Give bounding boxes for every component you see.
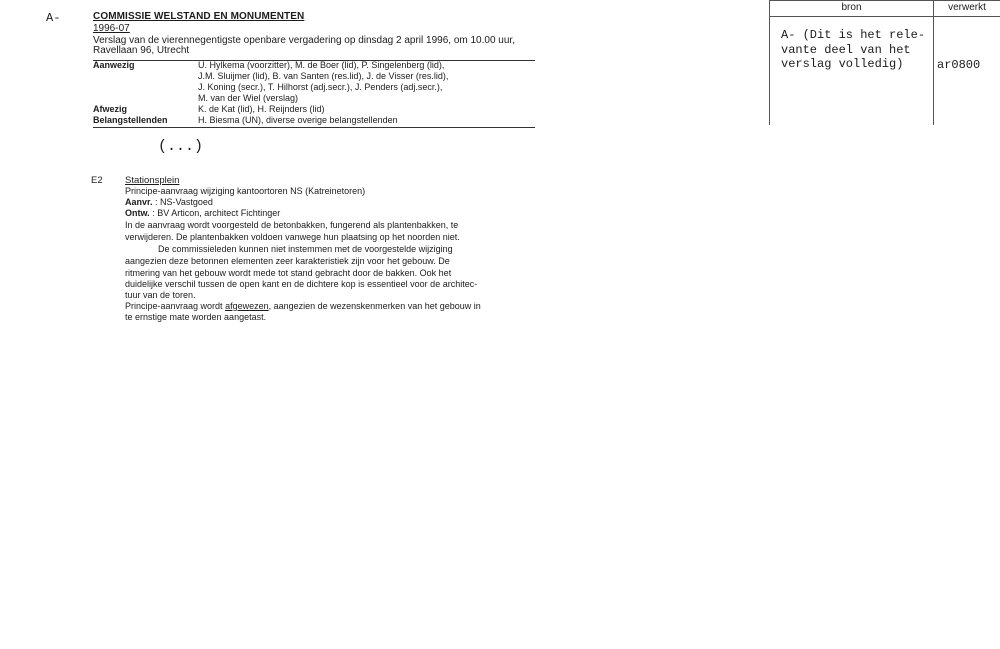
register-column-divider bbox=[933, 0, 934, 125]
meeting-address: Ravellaan 96, Utrecht bbox=[93, 45, 190, 56]
register-header-bron: bron bbox=[841, 2, 862, 13]
doc-code: A- bbox=[46, 11, 61, 25]
doc-number: 1996-07 bbox=[93, 23, 130, 34]
item-subject: Principe-aanvraag wijziging kantoortoren NS (Katreinetoren) bbox=[125, 186, 366, 196]
applicant-label: Aanvr. bbox=[125, 197, 153, 207]
conclusion-prefix: Principe-aanvraag wordt bbox=[125, 301, 226, 311]
item-designer bbox=[125, 208, 280, 218]
applicant-value: : NS-Vastgoed bbox=[155, 197, 213, 207]
register-left-border bbox=[769, 0, 770, 125]
body-line: tuur van de toren. bbox=[125, 290, 196, 300]
meeting-description: Verslag van de vierennegentigste openbare vergadering op dinsdag 2 april 1996, om 10.00 uur, bbox=[93, 35, 515, 46]
conclusion-line: te ernstige mate worden aangetast. bbox=[125, 312, 267, 322]
bron-note-line: vante deel van het bbox=[781, 42, 911, 57]
body-line: In de aanvraag wordt voorgesteld de betonbakken, fungerend als plantenbakken, te bbox=[125, 220, 459, 230]
item-applicant bbox=[125, 197, 213, 207]
body-line: ritmering van het gebouw wordt mede tot stand gebracht door de bakken. Ook het bbox=[125, 268, 452, 278]
register-bron-note bbox=[781, 28, 925, 72]
present-line: J.M. Sluijmer (lid), B. van Santen (res.lid), J. de Visser (res.lid), bbox=[198, 71, 449, 81]
body-line: verwijderen. De plantenbakken voldoen vanwege hun plaatsing op het noorden niet. bbox=[125, 232, 460, 242]
conclusion-line bbox=[125, 301, 481, 311]
bron-note-line: A- (Dit is het rele- bbox=[781, 28, 926, 42]
conclusion-verdict: afgewezen bbox=[225, 301, 269, 311]
register-verwerkt-value: ar0800 bbox=[937, 58, 981, 72]
body-line: aangezien deze betonnen elementen zeer karakteristiek zijn voor het gebouw. De bbox=[125, 256, 450, 266]
stakeholders-label: Belangstellenden bbox=[93, 115, 168, 125]
body-line: duidelijke verschil tussen de open kant en de dichtere kop is essentieel voor de architec- bbox=[125, 279, 478, 289]
register-top-border bbox=[769, 0, 1000, 1]
bron-note-line: verslag volledig) bbox=[781, 57, 904, 71]
register-header-divider bbox=[769, 16, 1000, 17]
org-title: COMMISSIE WELSTAND EN MONUMENTEN bbox=[93, 11, 305, 22]
designer-label: Ontw. bbox=[125, 208, 150, 218]
conclusion-suffix: , aangezien de wezenskenmerken van het gebouw in bbox=[268, 301, 481, 311]
present-label: Aanwezig bbox=[93, 60, 135, 70]
present-line: M. van der Wiel (verslag) bbox=[198, 93, 299, 103]
omission-marker: (...) bbox=[158, 138, 204, 155]
absent-label: Afwezig bbox=[93, 104, 128, 114]
present-line: U. Hylkema (voorzitter), M. de Boer (lid), P. Singelenberg (lid), bbox=[198, 60, 445, 70]
present-line: J. Koning (secr.), T. Hilhorst (adj.secr.), J. Penders (adj.secr.), bbox=[198, 82, 443, 92]
register-header-verwerkt: verwerkt bbox=[948, 2, 986, 13]
stakeholders-value: H. Biesma (UN), diverse overige belangstellenden bbox=[198, 115, 398, 125]
body-line: De commissieleden kunnen niet instemmen met de voorgestelde wijziging bbox=[158, 244, 453, 254]
designer-value: : BV Articon, architect Fichtinger bbox=[152, 208, 281, 218]
absent-value: K. de Kat (lid), H. Reijnders (lid) bbox=[198, 104, 325, 114]
item-code: E2 bbox=[91, 175, 103, 186]
item-location: Stationsplein bbox=[125, 175, 180, 186]
attendance-divider bbox=[93, 127, 535, 128]
